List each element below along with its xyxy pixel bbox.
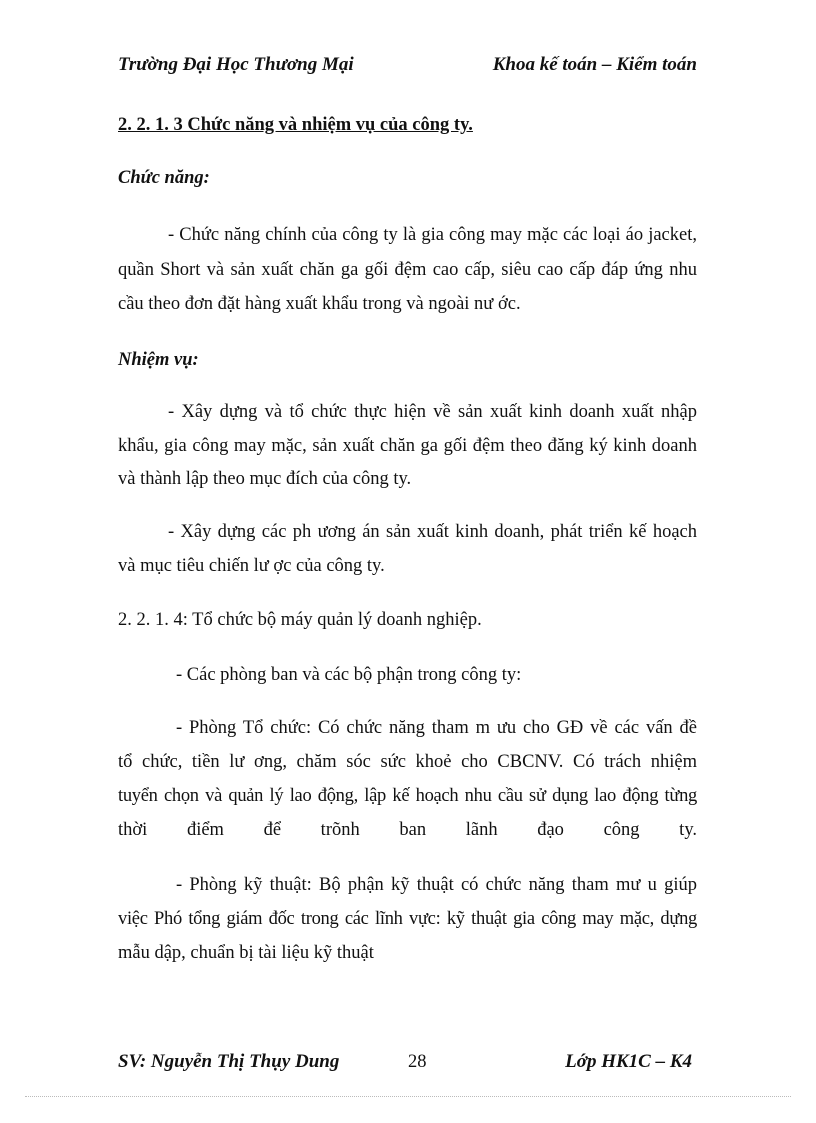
paragraph-line: cầu theo đơn đặt hàng xuất khẩu trong và ngoài nư ớc.	[118, 294, 521, 314]
paragraph-line: việc Phó tổng giám đốc trong các lĩnh vực: kỹ thuật gia công may mặc, dựng	[118, 909, 697, 929]
footer-class: Lớp HK1C – K4	[565, 1051, 692, 1072]
footer-student: SV: Nguyễn Thị Thụy Dung	[118, 1051, 340, 1072]
section-heading: 2. 2. 1. 3 Chức năng và nhiệm vụ của công ty.	[118, 115, 473, 135]
page-number: 28	[408, 1052, 427, 1072]
paragraph-line: - Chức năng chính của công ty là gia công may mặc các loại áo jacket,	[168, 225, 697, 245]
page-border	[25, 1096, 791, 1097]
paragraph-line: quần Short và sản xuất chăn ga gối đệm cao cấp, siêu cao cấp đáp ứng nhu	[118, 260, 697, 280]
header-right: Khoa kế toán – Kiểm toán	[492, 54, 697, 75]
header-left: Trường Đại Học Thương Mại	[118, 54, 354, 75]
paragraph-line: thời điểm để trõnh ban lãnh đạo công ty.	[118, 820, 697, 840]
paragraph-line: mẫu dập, chuẩn bị tài liệu kỹ thuật	[118, 943, 374, 963]
nhiem-vu-title: Nhiệm vụ:	[118, 350, 199, 370]
chuc-nang-title: Chức năng:	[118, 168, 210, 188]
paragraph-line: - Phòng Tổ chức: Có chức năng tham m ưu cho GĐ về các vấn đề	[176, 718, 697, 738]
paragraph-line: và thành lập theo mục đích của công ty.	[118, 469, 412, 489]
intro-line: - Các phòng ban và các bộ phận trong công ty:	[176, 665, 522, 685]
paragraph-line: tổ chức, tiền lư ơng, chăm sóc sức khoẻ cho CBCNV. Có trách nhiệm	[118, 752, 697, 772]
paragraph-line: và mục tiêu chiến lư ợc của công ty.	[118, 556, 385, 576]
paragraph-line: tuyển chọn và quản lý lao động, lập kế hoạch nhu cầu sử dụng lao động từng	[118, 786, 697, 806]
paragraph-line: khẩu, gia công may mặc, sản xuất chăn ga gối đệm theo đăng ký kinh doanh	[118, 436, 697, 456]
paragraph-line: - Xây dựng các ph ương án sản xuất kinh doanh, phát triển kế hoạch	[168, 522, 697, 542]
section2-heading: 2. 2. 1. 4: Tổ chức bộ máy quản lý doanh nghiệp.	[118, 610, 482, 630]
paragraph-line: - Xây dựng và tổ chức thực hiện về sản xuất kinh doanh xuất nhập	[168, 402, 697, 422]
paragraph-line: - Phòng kỹ thuật: Bộ phận kỹ thuật có chức năng tham mư u giúp	[176, 875, 697, 895]
